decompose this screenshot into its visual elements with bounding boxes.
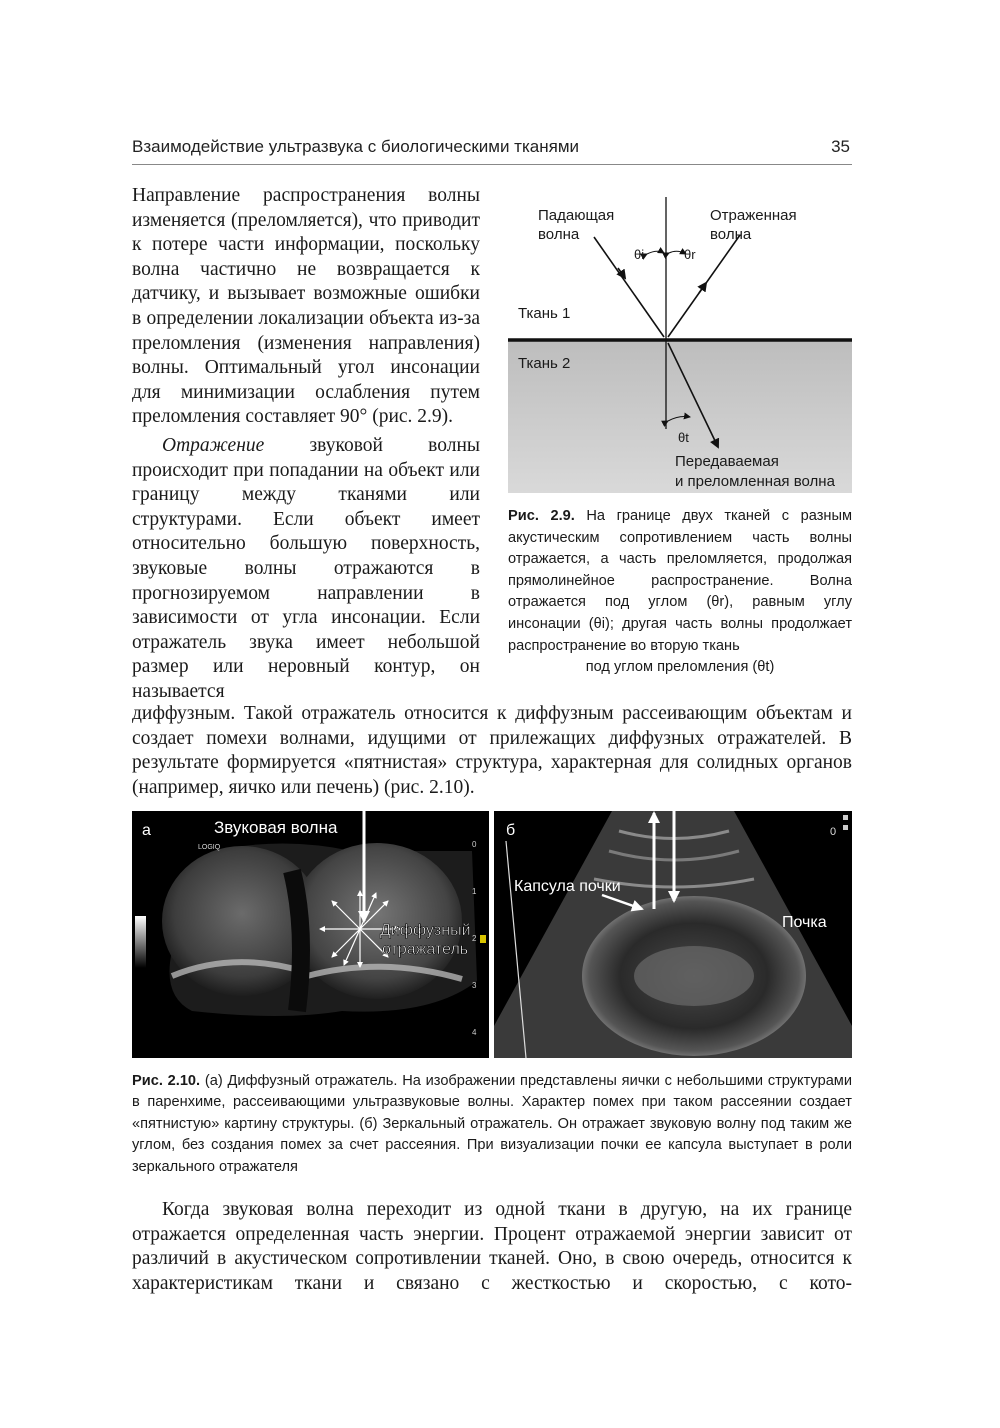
label-tissue-2: Ткань 2 (518, 355, 571, 372)
label-transmitted-1: Передаваемая (675, 453, 779, 470)
caption-2-10-label: Рис. 2.10. (132, 1073, 201, 1089)
label-capsule: Капсула почки (514, 878, 621, 895)
label-theta-i: θi (634, 247, 645, 262)
svg-text:2: 2 (472, 934, 477, 943)
label-kidney: Почка (782, 914, 827, 931)
running-header (132, 134, 852, 165)
label-reflected-1: Отраженная (710, 207, 797, 224)
grayscale-bar (135, 916, 146, 968)
corner-marker: 0 (830, 826, 837, 838)
label-theta-t: θt (678, 430, 689, 445)
figure-2-10-caption: Рис. 2.10. (а) Диффузный отражатель. На изображении представлены яички с небольшими структурами в паренхиме, рассеивающими ультразвуковые волны. Характер помех при таком рассеянии создает «пятнистую» картину структуры. (б) Зеркальный отражатель. Он отражает звуковую волну под таким же углом, без создания помех за счет рассеяния. При визуализации почки ее капсула выступает в роли зеркального отражателя (132, 1073, 852, 1175)
label-incident-2: волна (538, 226, 580, 243)
label-diffuse-1: Диффузный (380, 922, 471, 939)
caption-2-9-label: Рис. 2.9. (508, 508, 575, 524)
svg-text:1: 1 (472, 887, 477, 896)
ultrasound-panel-a (132, 811, 489, 1058)
term-reflection: Отражение (162, 434, 265, 456)
panel-b-letter: б (506, 822, 516, 839)
svg-text:3: 3 (472, 981, 477, 990)
page-number: 35 (831, 137, 850, 156)
label-theta-r: θr (684, 247, 696, 262)
figure-2-9-caption: Рис. 2.9. На границе двух тканей с разным акустическим сопротивлением часть волны отражается, а часть преломляется, продолжая прямолинейное распространение. Волна отражается под углом (θr), равным углу инсонации (θi); другая часть волны продолжает распространение во вторую ткань под углом преломления (θt) (508, 508, 852, 676)
svg-text:0: 0 (472, 840, 477, 849)
chapter-title: Взаимодействие ультразвука с биологическими тканями (132, 137, 580, 156)
figure-2-9-diagram (508, 197, 852, 493)
ultrasound-panel-b (494, 811, 852, 1058)
body-text-energy: Когда звуковая волна переходит из одной ткани в другую, на их границе отражается определенная часть энергии. Процент отражаемой энергии зависит от различий в акустическом сопротивлении тканей. Оно, в свою очередь, относится к характеристикам ткани и связано с жесткостью и скоростью, с кото- (132, 1199, 852, 1294)
logiq-logo: LOGIQ (198, 844, 221, 851)
angle-i-arc (647, 251, 664, 254)
panel-a-letter: а (142, 822, 151, 839)
svg-text:4: 4 (472, 1028, 477, 1037)
label-sound-wave: Звуковая волна (214, 818, 338, 837)
paragraph-refraction: Направление распространения волны изменяется (преломляется), что приводит к потере части информации, поскольку волна частично не возвращается к датчику, и вызывает возможные ошибки в определении локализации объекта из-за преломления (изменения направления) волны. Оптимальный угол инсонации для минимизации ослабления путем преломления составляет 90° (рис. 2.9). (132, 185, 480, 428)
label-incident-1: Падающая (538, 207, 615, 224)
left-column-text (132, 184, 480, 704)
body-text-diffuse: диффузным. Такой отражатель относится к диффузным рассеивающим объектам и создает помехи волнами, идущими от прилежащих диффузных отражателей. В результате формируется «пятнистая» структура, характерная для солидных органов (например, яичко или печень) (рис. 2.10). (132, 703, 852, 798)
label-diffuse-2: отражатель (382, 941, 469, 958)
label-transmitted-2: и преломленная волна (675, 473, 835, 490)
paragraph-reflection: Отражение звуковой волны происходит при попадании на объект или границу между тканями или структурами. Если объект имеет относительно большую поверхность, звуковые волны отражаются в прогнозируемом направлении в зависимости от угла инсонации. Если отражатель звука имеет небольшой размер или неровный контур, он называется (132, 434, 480, 702)
label-tissue-1: Ткань 1 (518, 305, 571, 322)
label-reflected-2: волна (710, 226, 752, 243)
focus-marker (480, 935, 486, 943)
